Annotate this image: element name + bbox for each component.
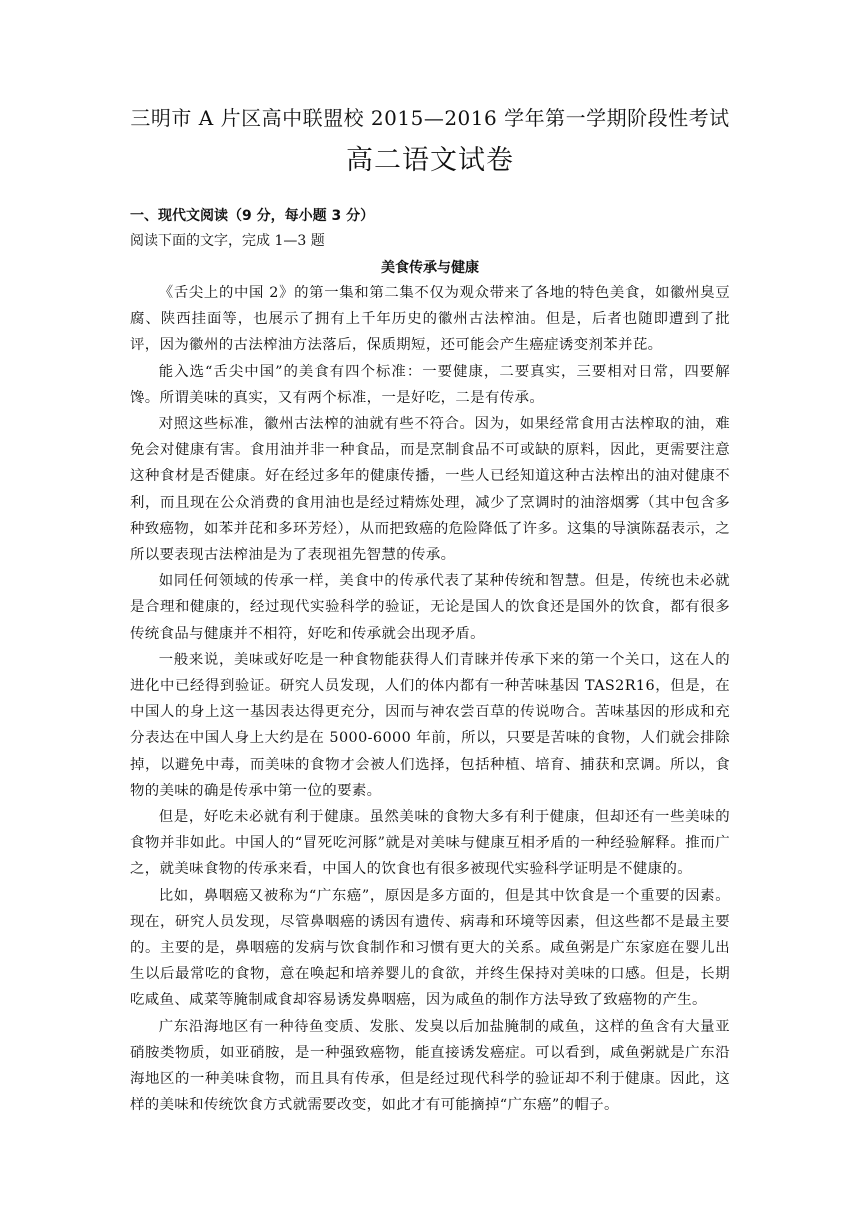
article-paragraph: 如同任何领域的传承一样，美食中的传承代表了某种传统和智慧。但是，传统也未必就是合理和健康的，经过现代实验科学的验证，无论是国人的饮食还是国外的饮食，都有很多传统食品与健康并不相符，好吃和传承就会出现矛盾。: [130, 573, 730, 642]
article-title: 美食传承与健康: [381, 260, 479, 276]
exam-subtitle: 高二语文试卷: [346, 145, 514, 176]
section-heading: 一、现代文阅读（9 分，每小题 3 分）: [130, 208, 375, 224]
article-paragraph: 能入选“舌尖中国”的美食有四个标准：一要健康，二要真实，三要相对日常，四要解馋。所谓美味的真实，又有两个标准，一是好吃，二是有传承。: [130, 363, 730, 406]
article-paragraph: 广东沿海地区有一种待鱼变质、发胀、发臭以后加盐腌制的咸鱼，这样的鱼含有大量亚硝胺类物质，如亚硝胺，是一种强致癌物，能直接诱发癌症。可以看到，咸鱼粥就是广东沿海地区的一种美味食物，而且具有传承，但是经过现代科学的验证却不利于健康。因此，这样的美味和传统饮食方式就需要改变，如此才有可能摘掉“广东癌”的帽子。: [130, 1018, 730, 1114]
article-paragraph: 但是，好吃未必就有利于健康。虽然美味的食物大多有利于健康，但却还有一些美味的食物并非如此。中国人的“冒死吃河豚”就是对美味与健康互相矛盾的一种经验解释。推而广之，就美味食物的传承来看，中国人的饮食也有很多被现代实验科学证明是不健康的。: [130, 809, 730, 878]
article-paragraph: 一般来说，美味或好吃是一种食物能获得人们青睐并传承下来的第一个关口，这在人的进化中已经得到验证。研究人员发现，人们的体内都有一种苦味基因 TAS2R16，但是，在中国人的身上这一基因表达得更充分，因而与神农尝百草的传说吻合。苦味基因的形成和充分表达在中国人身上大约是在 5000-6000 年前，所以，只要是苦味的食物，人们就会排除掉，以避免中毒，而美味的食物才会被人们选择，包括种植、培育、捕获和烹调。所以，食物的美味的确是传承中第一位的要素。: [130, 651, 730, 799]
reading-instruction: 阅读下面的文字，完成 1—3 题: [130, 233, 325, 249]
article-paragraph: 对照这些标准，徽州古法榨的油就有些不符合。因为，如果经常食用古法榨取的油，难免会对健康有害。食用油并非一种食品，而是烹制食品不可或缺的原料，因此，更需要注意这种食材是否健康。好在经过多年的健康传播，一些人已经知道这种古法榨出的油对健康不利，而且现在公众消费的食用油也是经过精炼处理，减少了烹调时的油溶烟雾（其中包含多种致癌物，如苯并芘和多环芳烃），从而把致癌的危险降低了许多。这集的导演陈磊表示，之所以要表现古法榨油是为了表现祖先智慧的传承。: [130, 416, 730, 564]
article-paragraph: 《舌尖上的中国 2》的第一集和第二集不仅为观众带来了各地的特色美食，如徽州臭豆腐、陕西挂面等，也展示了拥有上千年历史的徽州古法榨油。但是，后者也随即遭到了批评，因为徽州的古法榨油方法落后，保质期短，还可能会产生癌症诱变剂苯并芘。: [130, 285, 730, 354]
article-paragraph: 比如，鼻咽癌又被称为“广东癌”，原因是多方面的，但是其中饮食是一个重要的因素。现在，研究人员发现，尽管鼻咽癌的诱因有遗传、病毒和环境等因素，但这些都不是最主要的。主要的是，鼻咽癌的发病与饮食制作和习惯有更大的关系。咸鱼粥是广东家庭在婴儿出生以后最常吃的食物，意在唤起和培养婴儿的食欲，并终生保持对美味的口感。但是，长期吃咸鱼、咸菜等腌制咸食却容易诱发鼻咽癌，因为咸鱼的制作方法导致了致癌物的产生。: [130, 887, 730, 1009]
exam-title: 三明市 A 片区高中联盟校 2015—2016 学年第一学期阶段性考试: [130, 106, 730, 130]
article-body: [130, 280, 730, 1119]
